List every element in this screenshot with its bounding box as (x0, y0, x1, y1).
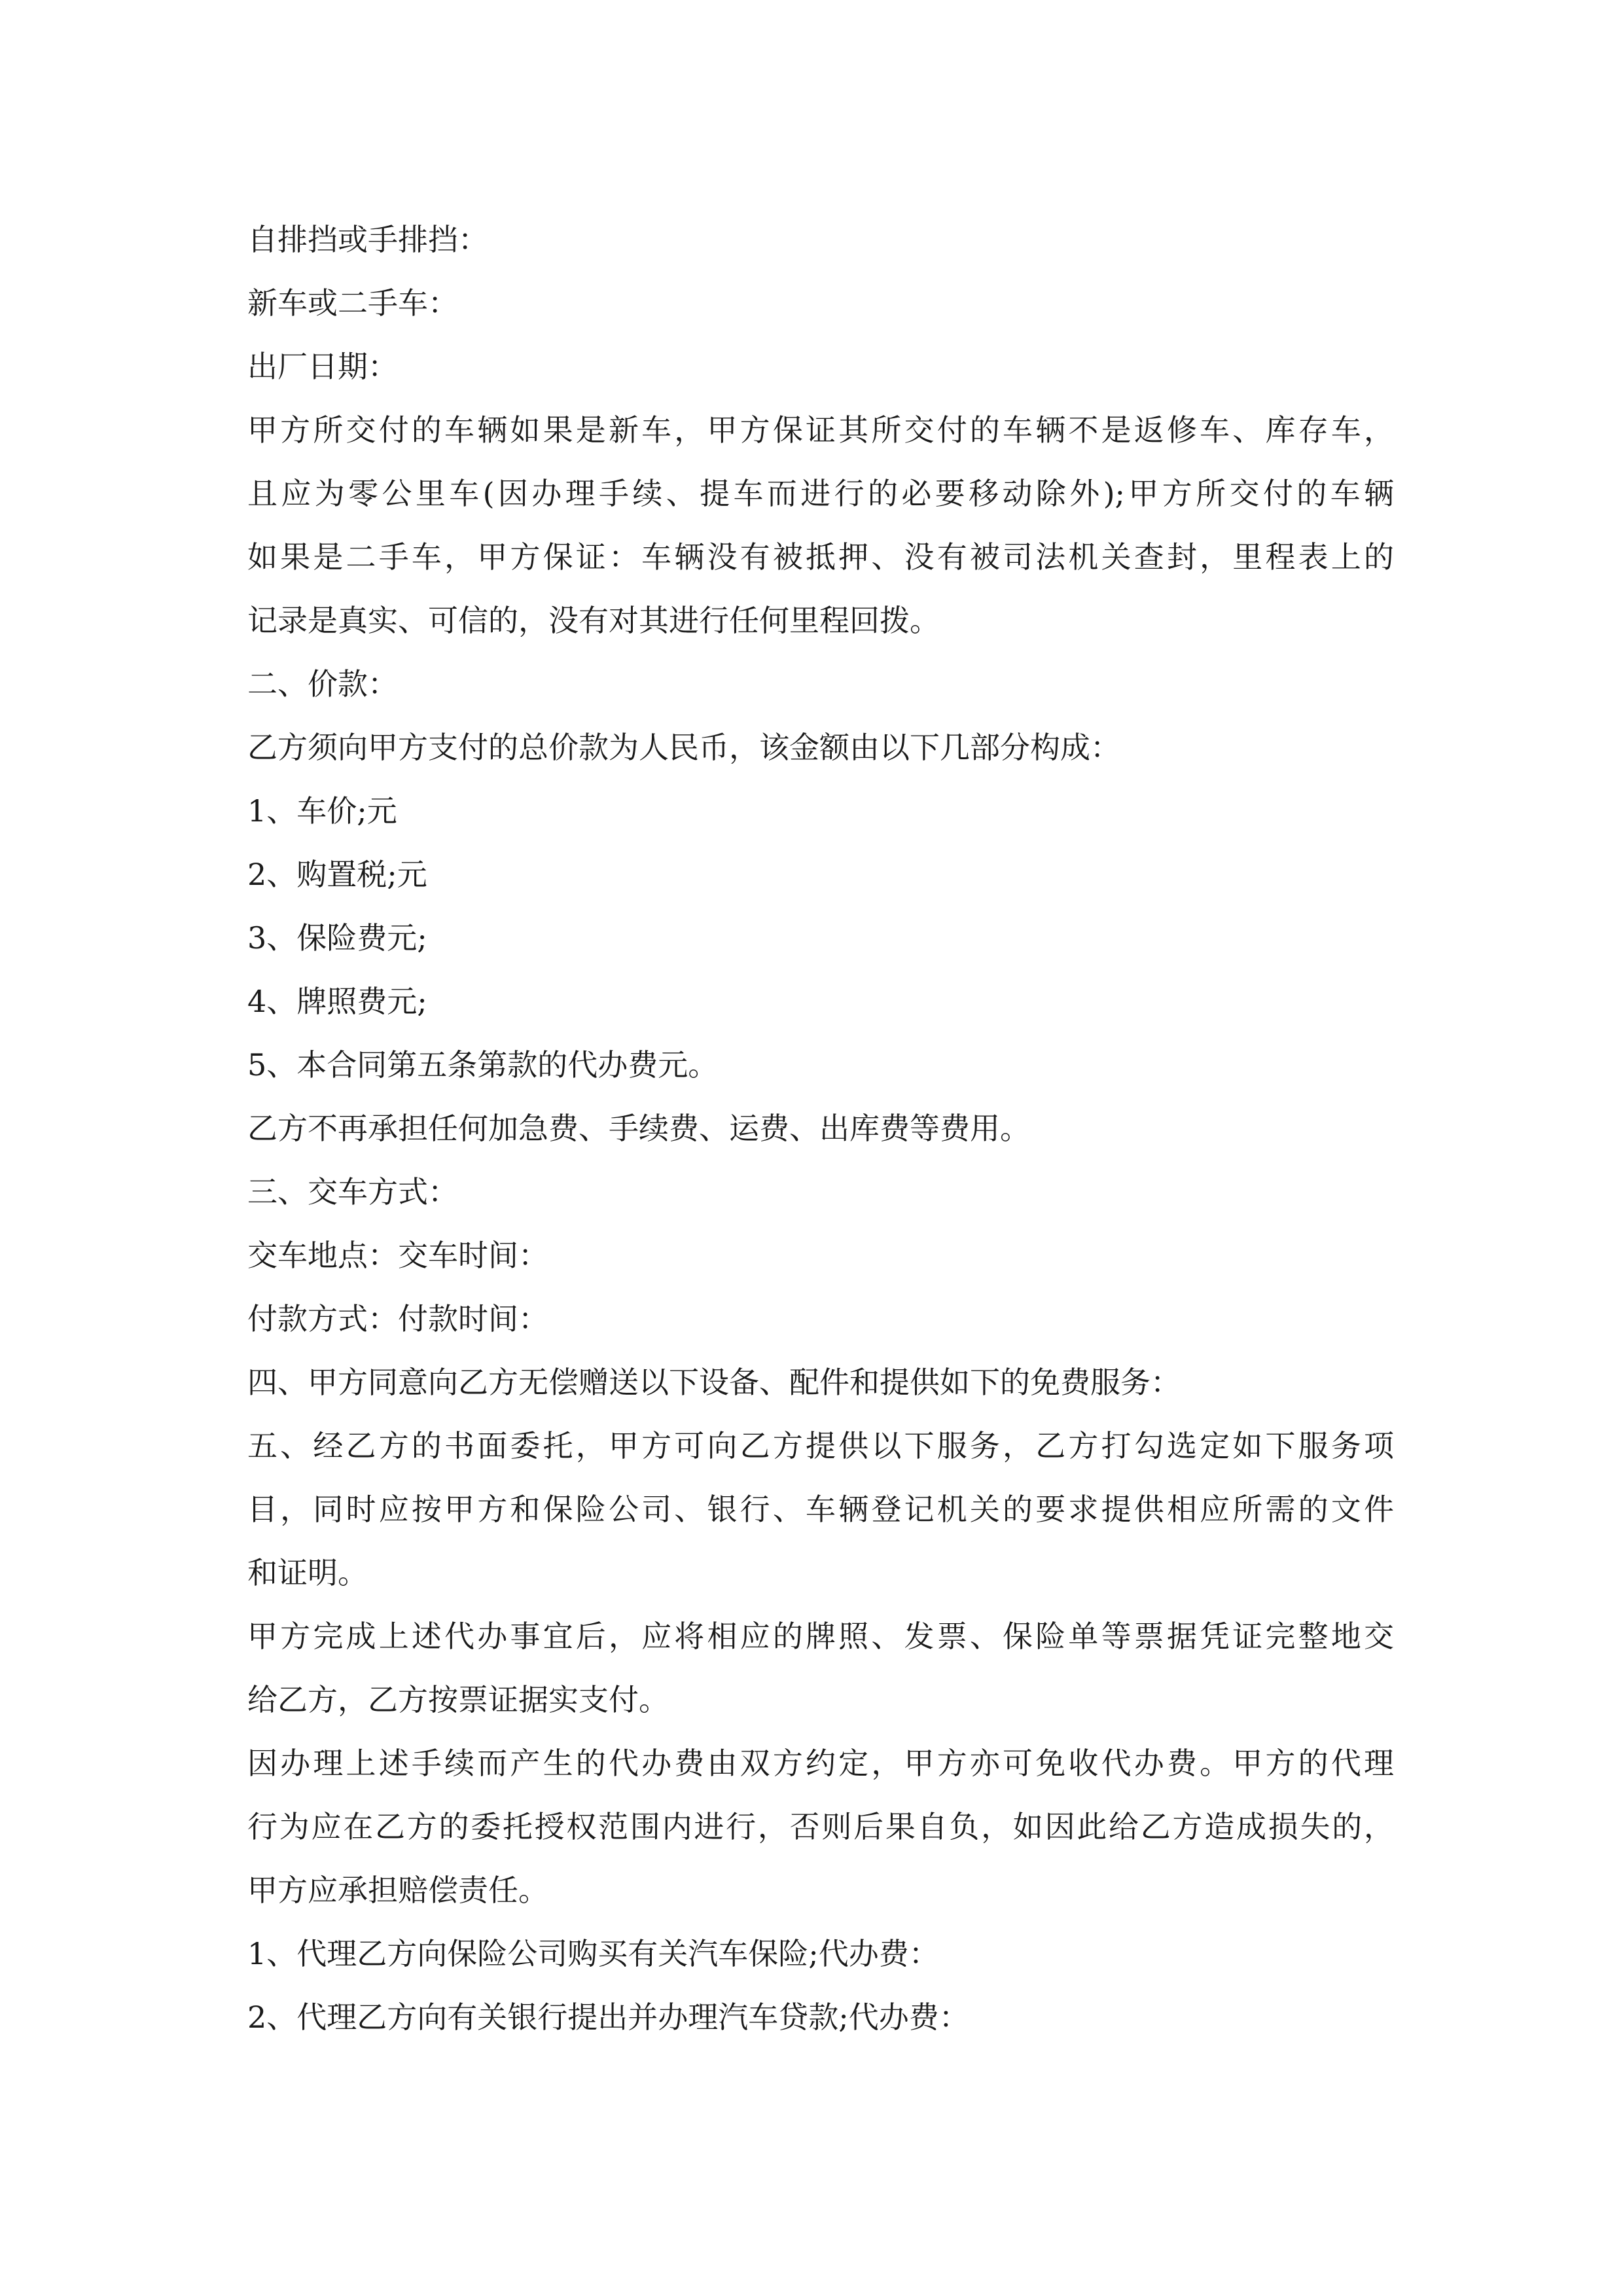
text-line-delivery-place-time: 交车地点：交车时间： (247, 1238, 548, 1273)
list-item: 2、代理乙方向有关银行提出并办理汽车贷款;代办费： (247, 2000, 969, 2035)
section-heading-free-services: 四、甲方同意向乙方无偿赠送以下设备、配件和提供如下的免费服务： (247, 1365, 1181, 1400)
text-line-manufacture-date: 出厂日期： (247, 349, 398, 384)
text-line-payment-method-time: 付款方式：付款时间： (247, 1301, 548, 1336)
paragraph-line: 行为应在乙方的委托授权范围内进行，否则后果自负，如因此给乙方造成损失的， (247, 1809, 1394, 1844)
section-heading-price: 二、价款： (247, 666, 398, 702)
paragraph-line: 和证明。 (247, 1555, 368, 1590)
paragraph-line: 乙方不再承担任何加急费、手续费、运费、出库费等费用。 (247, 1111, 1030, 1146)
paragraph-line: 如果是二手车，甲方保证：车辆没有被抵押、没有被司法机关查封，里程表上的 (247, 539, 1394, 575)
paragraph-line: 甲方完成上述代办事宜后，应将相应的牌照、发票、保险单等票据凭证完整地交 (247, 1619, 1394, 1654)
list-item: 4、牌照费元; (247, 984, 427, 1019)
paragraph-line: 且应为零公里车(因办理手续、提车而进行的必要移动除外);甲方所交付的车辆 (247, 476, 1394, 511)
section-heading-delivery: 三、交车方式： (247, 1174, 458, 1210)
paragraph-line: 甲方应承担赔偿责任。 (247, 1873, 548, 1908)
list-item: 1、车价;元 (247, 793, 397, 829)
text-line-new-or-used: 新车或二手车： (247, 285, 458, 321)
paragraph-line: 乙方须向甲方支付的总价款为人民币，该金额由以下几部分构成： (247, 730, 1120, 765)
paragraph-line: 因办理上述手续而产生的代办费由双方约定，甲方亦可免收代办费。甲方的代理 (247, 1746, 1394, 1781)
list-item: 3、保险费元; (247, 920, 427, 956)
paragraph-line: 记录是真实、可信的，没有对其进行任何里程回拨。 (247, 603, 940, 638)
paragraph-line: 目，同时应按甲方和保险公司、银行、车辆登记机关的要求提供相应所需的文件 (247, 1492, 1394, 1527)
text-line-transmission: 自排挡或手排挡： (247, 222, 488, 257)
section-heading-agency-services: 五、经乙方的书面委托，甲方可向乙方提供以下服务，乙方打勾选定如下服务项 (247, 1428, 1394, 1463)
document-body (247, 208, 1394, 2049)
list-item: 5、本合同第五条第款的代办费元。 (247, 1047, 719, 1083)
paragraph-line: 给乙方，乙方按票证据实支付。 (247, 1682, 669, 1717)
paragraph-line: 甲方所交付的车辆如果是新车，甲方保证其所交付的车辆不是返修车、库存车， (247, 412, 1394, 448)
list-item: 2、购置税;元 (247, 857, 427, 892)
list-item: 1、代理乙方向保险公司购买有关汽车保险;代办费： (247, 1936, 939, 1971)
